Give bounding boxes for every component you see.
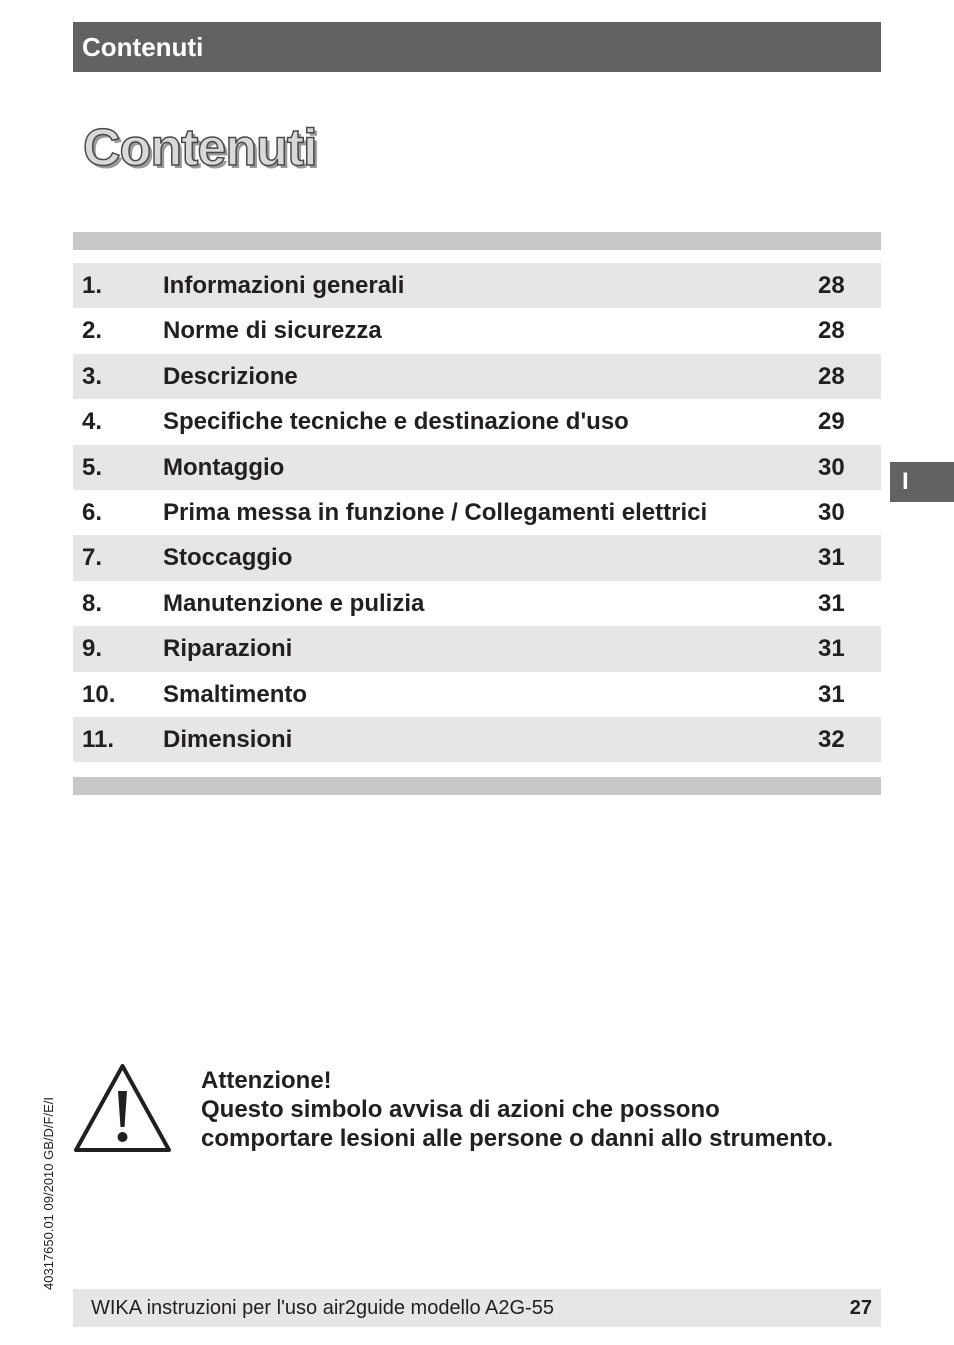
footer <box>73 1289 881 1327</box>
toc-number: 5. <box>82 453 103 481</box>
toc-number: 1. <box>82 272 103 299</box>
toc-row[interactable] <box>73 581 881 626</box>
page-title: Contenuti <box>83 119 317 177</box>
toc-page: 28 <box>818 362 845 390</box>
toc-number: 9. <box>82 635 103 663</box>
bottom-rule <box>73 777 881 795</box>
toc-page: 32 <box>818 725 845 753</box>
toc-number: 3. <box>82 362 103 390</box>
toc-page: 30 <box>818 498 845 526</box>
toc-row[interactable] <box>73 535 881 580</box>
language-tab <box>890 462 954 502</box>
toc-title: Prima messa in funzione / Collegamenti elettrici <box>163 498 708 526</box>
toc-page: 30 <box>818 453 845 481</box>
toc-row[interactable] <box>73 263 881 308</box>
toc-page: 31 <box>818 589 845 617</box>
toc-number: 11. <box>82 725 115 753</box>
warning-line-2: comportare lesioni alle persone o danni allo strumento. <box>201 1125 834 1152</box>
language-tab-label: I <box>902 468 909 495</box>
toc-page: 29 <box>818 408 845 436</box>
warning-line-1: Questo simbolo avvisa di azioni che possono <box>201 1096 720 1123</box>
toc-title: Descrizione <box>163 362 298 390</box>
warning-heading: Attenzione! <box>201 1067 332 1094</box>
footer-text: WIKA instruzioni per l'uso air2guide modello A2G-55 <box>91 1297 554 1319</box>
toc-page: 28 <box>818 272 845 299</box>
warning-triangle-icon <box>71 1061 174 1155</box>
top-rule <box>73 232 881 250</box>
toc-page: 31 <box>818 635 845 663</box>
toc-title: Specifiche tecniche e destinazione d'uso <box>163 408 629 436</box>
toc-number: 8. <box>82 589 103 617</box>
toc-title: Dimensioni <box>163 725 293 753</box>
footer-page-number: 27 <box>849 1297 872 1319</box>
toc-number: 10. <box>82 680 116 708</box>
toc-row[interactable] <box>73 717 881 762</box>
toc-row[interactable] <box>73 445 881 490</box>
warning-text <box>201 1066 833 1153</box>
toc-row[interactable] <box>73 308 881 353</box>
toc-page: 31 <box>818 680 845 708</box>
toc-row[interactable] <box>73 399 881 444</box>
toc-title: Norme di sicurezza <box>163 317 382 345</box>
toc-number: 4. <box>82 408 103 436</box>
toc-title: Riparazioni <box>163 635 293 663</box>
toc-title: Stoccaggio <box>163 544 293 572</box>
toc-number: 7. <box>82 544 103 572</box>
toc-row[interactable] <box>73 490 881 535</box>
header-title: Contenuti <box>82 32 204 62</box>
table-of-contents <box>73 263 881 762</box>
toc-page: 31 <box>818 544 845 572</box>
toc-row[interactable] <box>73 626 881 671</box>
toc-title: Informazioni generali <box>163 272 405 299</box>
toc-title: Manutenzione e pulizia <box>163 589 425 617</box>
toc-row[interactable] <box>73 672 881 717</box>
toc-page: 28 <box>818 317 845 345</box>
toc-title: Smaltimento <box>163 680 308 708</box>
document-code: 40317650.01 09/2010 GB/D/F/E/I <box>41 1097 56 1290</box>
toc-row[interactable] <box>73 354 881 399</box>
toc-number: 6. <box>82 498 103 526</box>
toc-number: 2. <box>82 317 103 345</box>
header-bar <box>73 22 881 72</box>
toc-title: Montaggio <box>163 453 285 481</box>
